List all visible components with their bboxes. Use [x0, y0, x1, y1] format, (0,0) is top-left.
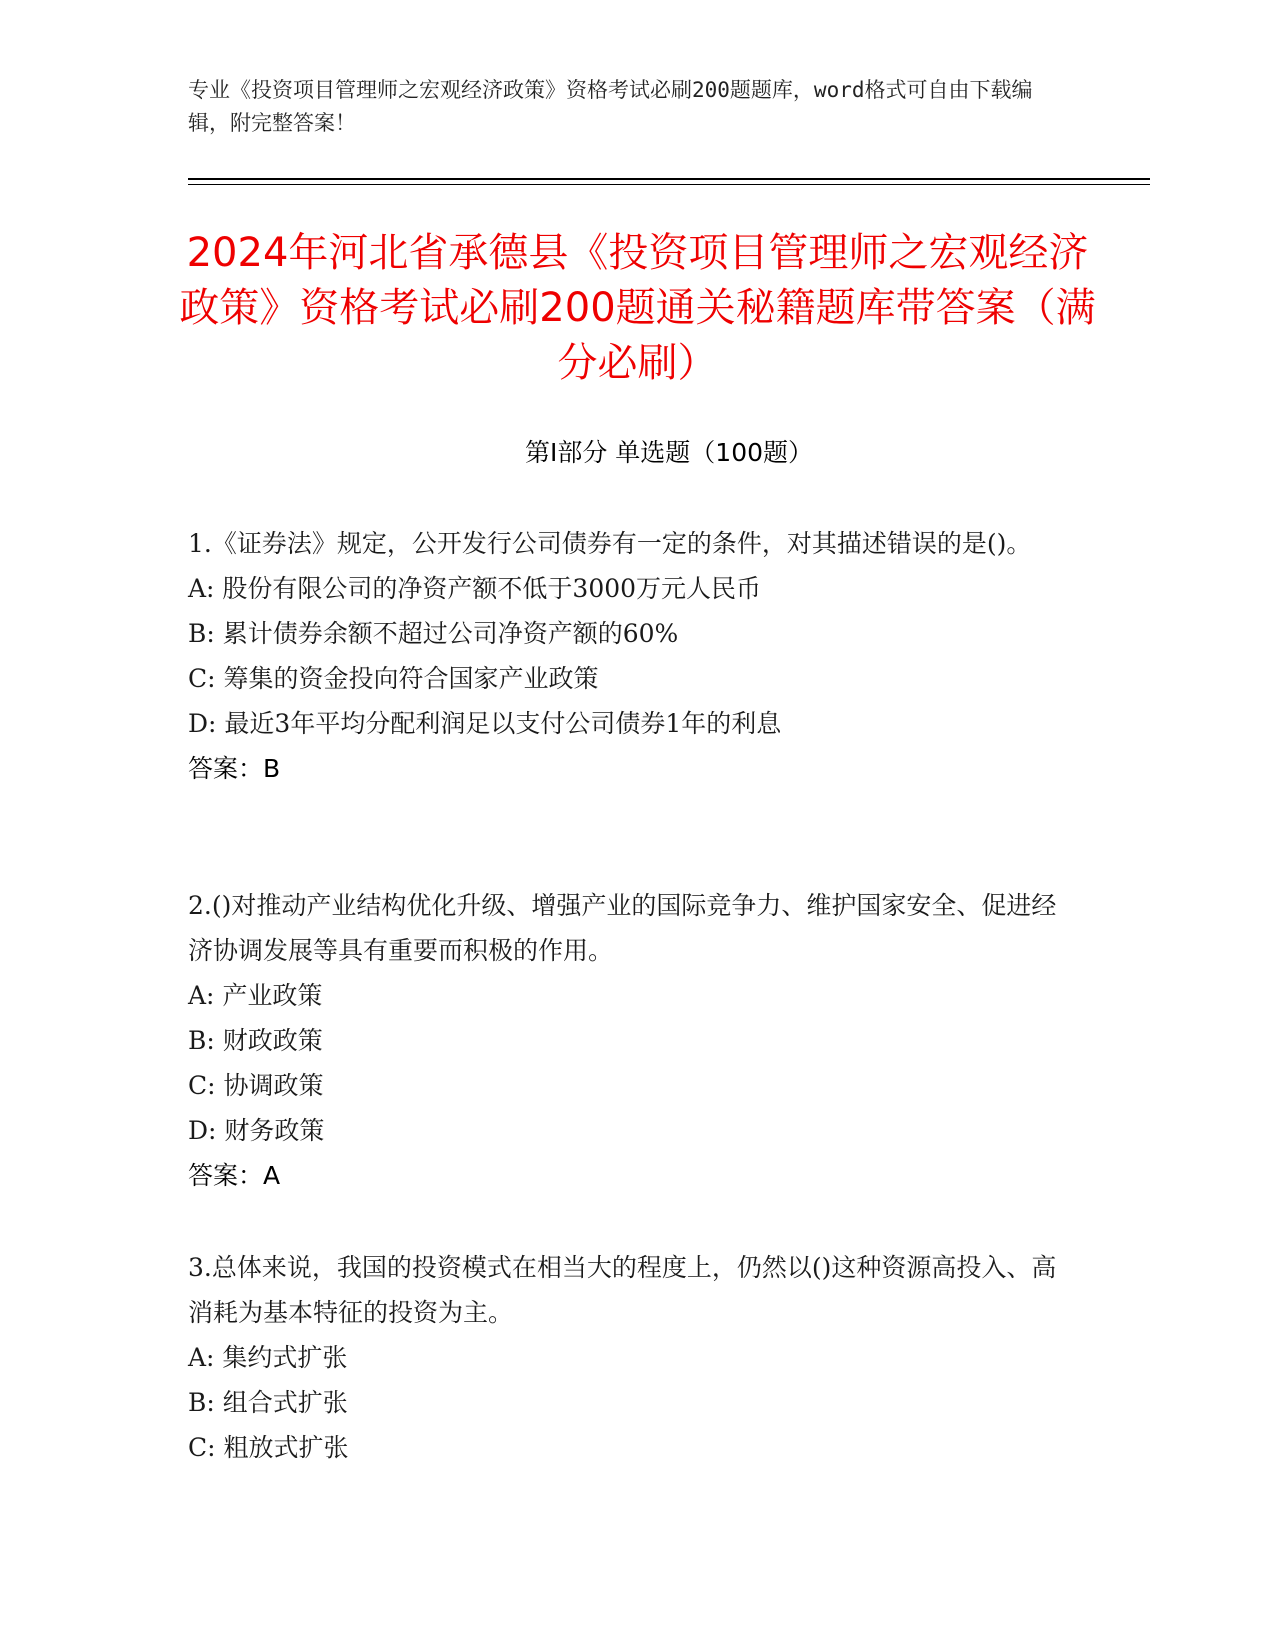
option-b: B: 财政政策	[188, 1026, 323, 1055]
question-3	[188, 1245, 1068, 1470]
question-1	[188, 521, 1068, 791]
option-a: A: 股份有限公司的净资产额不低于3000万元人民币	[188, 574, 762, 603]
question-2	[188, 883, 1068, 1198]
header-note: 专业《投资项目管理师之宏观经济政策》资格考试必刷200题题库，word格式可自由下载编辑，附完整答案！	[188, 78, 1033, 135]
option-b: B: 组合式扩张	[188, 1388, 348, 1417]
header-divider-thick	[188, 178, 1150, 180]
section-title: 第Ⅰ部分 单选题（100题）	[524, 438, 814, 467]
option-c: C: 粗放式扩张	[188, 1433, 349, 1462]
question-stem: 1.《证券法》规定，公开发行公司债券有一定的条件，对其描述错误的是()。	[188, 529, 1032, 558]
option-a: A: 产业政策	[188, 981, 323, 1010]
option-c: C: 协调政策	[188, 1071, 324, 1100]
question-stem: 3.总体来说，我国的投资模式在相当大的程度上，仍然以()这种资源高投入、高消耗为基本特征的投资为主。	[188, 1253, 1057, 1327]
document-title: 2024年河北省承德县《投资项目管理师之宏观经济政策》资格考试必刷200题通关秘籍题库带答案（满分必刷）	[179, 230, 1096, 386]
option-a: A: 集约式扩张	[188, 1343, 348, 1372]
option-b: B: 累计债券余额不超过公司净资产额的60%	[188, 619, 679, 648]
option-d: D: 最近3年平均分配利润足以支付公司债券1年的利息	[188, 709, 782, 738]
option-d: D: 财务政策	[188, 1116, 325, 1145]
question-stem: 2.()对推动产业结构优化升级、增强产业的国际竞争力、维护国家安全、促进经济协调发展等具有重要而积极的作用。	[188, 891, 1057, 965]
option-c: C: 筹集的资金投向符合国家产业政策	[188, 664, 599, 693]
answer: 答案：A	[188, 1161, 281, 1190]
header-divider-thin	[188, 184, 1150, 185]
answer: 答案：B	[188, 754, 281, 783]
